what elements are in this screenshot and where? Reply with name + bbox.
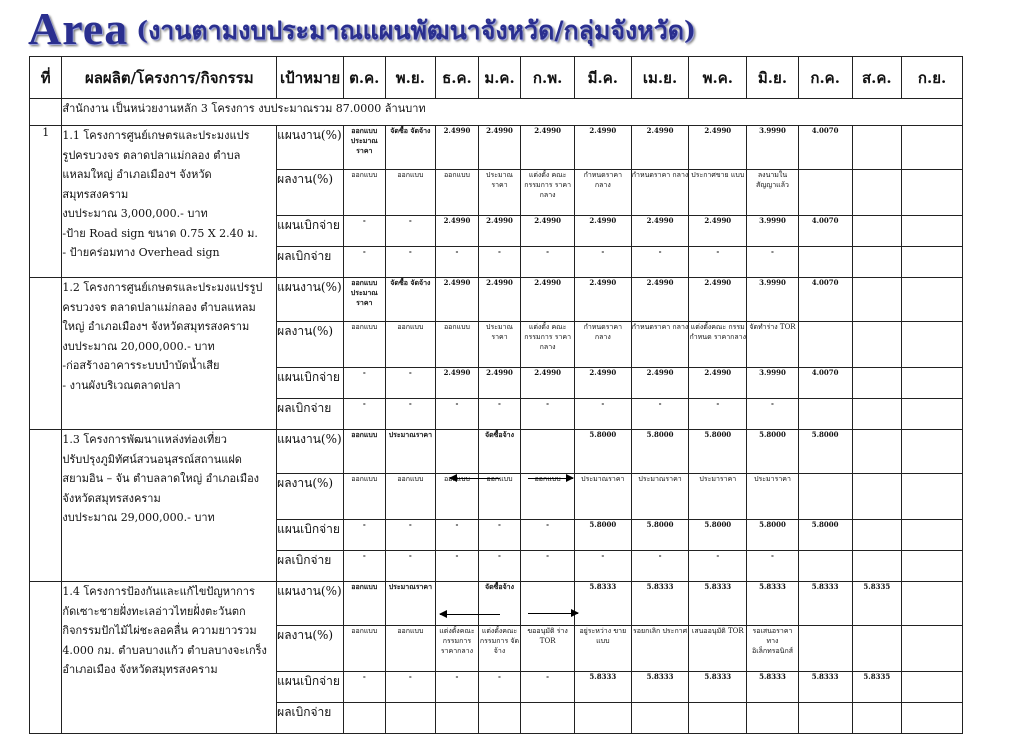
month-cell: 2.4990: [574, 368, 631, 399]
project-number: [30, 278, 62, 430]
month-cell: [478, 703, 521, 734]
month-cell: -: [747, 551, 799, 582]
header-cell: เม.ย.: [631, 57, 689, 99]
month-cell: จัดซื้อ จัดจ้าง: [385, 126, 436, 170]
month-cell: [852, 170, 902, 216]
month-cell: [902, 216, 963, 247]
project-number: [30, 430, 62, 582]
plan-table: [29, 56, 963, 734]
month-cell: จัดซื้อจ้าง: [478, 430, 521, 474]
month-cell: จัดทำร่าง TOR: [747, 322, 799, 368]
month-cell: 4.0070: [798, 278, 852, 322]
month-cell: 2.4990: [521, 368, 575, 399]
month-cell: -: [574, 551, 631, 582]
month-cell: จัดซื้อจ้าง: [478, 582, 521, 626]
month-cell: -: [689, 247, 747, 278]
month-cell: 5.8000: [798, 520, 852, 551]
month-cell: [852, 430, 902, 474]
month-cell: ออกแบบ: [478, 474, 521, 520]
month-cell: [798, 626, 852, 672]
month-cell: 5.8335: [852, 582, 902, 626]
month-cell: [902, 278, 963, 322]
month-cell: [852, 368, 902, 399]
month-cell: กำหนดราคา กลาง: [574, 322, 631, 368]
month-cell: -: [478, 672, 521, 703]
month-cell: [852, 399, 902, 430]
month-cell: 2.4990: [631, 216, 689, 247]
month-cell: 5.8333: [798, 672, 852, 703]
month-cell: [902, 551, 963, 582]
month-cell: [902, 322, 963, 368]
summary-row: [30, 99, 963, 126]
project-description: [62, 430, 277, 582]
indicator-label: ผลเบิกจ่าย: [277, 551, 344, 582]
month-cell: [798, 399, 852, 430]
month-cell: 5.8333: [747, 672, 799, 703]
month-cell: ประมาณราคา: [631, 474, 689, 520]
header-cell: ก.ย.: [902, 57, 963, 99]
month-cell: ขออนุมัติ ร่าง TOR: [521, 626, 575, 672]
month-cell: -: [385, 399, 436, 430]
month-cell: -: [344, 551, 386, 582]
month-cell: -: [631, 399, 689, 430]
month-cell: [852, 322, 902, 368]
month-cell: [902, 126, 963, 170]
month-cell: -: [574, 247, 631, 278]
month-cell: 2.4990: [689, 368, 747, 399]
month-cell: 2.4990: [521, 126, 575, 170]
table-row: [30, 582, 963, 626]
month-cell: 5.8333: [689, 582, 747, 626]
month-cell: -: [385, 672, 436, 703]
month-cell: [852, 216, 902, 247]
month-cell: 3.9990: [747, 368, 799, 399]
arrow-right: [528, 613, 578, 614]
month-cell: ออกแบบ: [344, 170, 386, 216]
month-cell: ประมาราคา: [689, 474, 747, 520]
month-cell: 3.9990: [747, 216, 799, 247]
month-cell: -: [478, 520, 521, 551]
month-cell: -: [521, 672, 575, 703]
month-cell: 2.4990: [478, 216, 521, 247]
month-cell: ประมาราคา: [747, 474, 799, 520]
header-cell: มี.ค.: [574, 57, 631, 99]
month-cell: 5.8000: [689, 430, 747, 474]
month-cell: 2.4990: [436, 368, 479, 399]
month-cell: อยู่ระหว่าง ขายแบบ: [574, 626, 631, 672]
month-cell: -: [436, 399, 479, 430]
header-cell: ผลผลิต/โครงการ/กิจกรรม: [62, 57, 277, 99]
month-cell: -: [521, 520, 575, 551]
month-cell: 5.8333: [747, 582, 799, 626]
month-cell: 2.4990: [631, 126, 689, 170]
month-cell: ออกแบบ: [436, 322, 479, 368]
month-cell: 5.8333: [574, 582, 631, 626]
month-cell: [902, 170, 963, 216]
month-cell: -: [385, 368, 436, 399]
month-cell: 5.8000: [574, 430, 631, 474]
header-cell: มิ.ย.: [747, 57, 799, 99]
month-cell: 5.8000: [747, 430, 799, 474]
month-cell: 5.8333: [798, 582, 852, 626]
arrow-left: [440, 614, 500, 615]
project-line: 1.4 โครงการป้องกันและแก้ไขปัญหาการ: [62, 585, 255, 598]
project-description: [62, 126, 277, 278]
month-cell: -: [436, 672, 479, 703]
project-line: รูปครบวงจร ตลาดปลาแม่กลอง ตำบล: [62, 148, 241, 162]
header-cell: ม.ค.: [478, 57, 521, 99]
month-cell: -: [574, 399, 631, 430]
indicator-label: ผลงาน(%): [277, 170, 344, 216]
month-cell: [852, 474, 902, 520]
project-number: 1: [30, 126, 62, 278]
project-line: สมุทรสงคราม: [62, 187, 129, 201]
month-cell: 2.4990: [689, 216, 747, 247]
month-cell: -: [385, 520, 436, 551]
arrow-left: [450, 478, 500, 479]
month-cell: กำหนดราคา กลาง: [631, 322, 689, 368]
project-line: ครบวงจร ตลาดปลาแม่กลอง ตำบลแหลม: [62, 300, 256, 314]
month-cell: [436, 430, 479, 474]
month-cell: 2.4990: [631, 368, 689, 399]
indicator-label: แผนงาน(%): [277, 126, 344, 170]
month-cell: 5.8333: [689, 672, 747, 703]
month-cell: ออกแบบ: [385, 626, 436, 672]
project-line: 1.3 โครงการพัฒนาแหล่งท่องเที่ยว: [62, 433, 227, 446]
month-cell: ประมาณ ราคา: [478, 170, 521, 216]
month-cell: 2.4990: [689, 278, 747, 322]
project-line: กัดเซาะชายฝั่งทะเลอ่าวไทยฝั่งตะวันตก: [62, 604, 246, 618]
month-cell: ออกแบบ: [521, 474, 575, 520]
month-cell: 2.4990: [521, 216, 575, 247]
month-cell: ออกแบบ ประมาณ ราคา: [344, 278, 386, 322]
month-cell: [852, 703, 902, 734]
page-title: [28, 2, 696, 52]
month-cell: ประกาศขาย แบบ: [689, 170, 747, 216]
month-cell: [521, 582, 575, 626]
month-cell: ออกแบบ: [344, 582, 386, 626]
indicator-label: แผนเบิกจ่าย: [277, 520, 344, 551]
month-cell: [436, 703, 479, 734]
month-cell: -: [521, 399, 575, 430]
indicator-label: ผลเบิกจ่าย: [277, 703, 344, 734]
month-cell: 5.8000: [631, 520, 689, 551]
month-cell: แต่งตั้งคณะ กรรมการ จัดจ้าง: [478, 626, 521, 672]
indicator-label: ผลงาน(%): [277, 322, 344, 368]
month-cell: [902, 430, 963, 474]
header-cell: เป้าหมาย: [277, 57, 344, 99]
month-cell: กำหนดราคา กลาง: [574, 170, 631, 216]
month-cell: [747, 703, 799, 734]
month-cell: -: [436, 247, 479, 278]
table-row: [30, 430, 963, 474]
month-cell: 5.8335: [852, 672, 902, 703]
month-cell: [902, 399, 963, 430]
header-cell: ที่: [30, 57, 62, 99]
month-cell: 4.0070: [798, 216, 852, 247]
month-cell: [852, 520, 902, 551]
indicator-label: ผลงาน(%): [277, 626, 344, 672]
month-cell: ประมาณราคา: [385, 582, 436, 626]
month-cell: [902, 582, 963, 626]
arrow-right: [528, 478, 573, 479]
title-main: Area: [28, 3, 129, 54]
month-cell: ออกแบบ: [385, 170, 436, 216]
month-cell: -: [521, 247, 575, 278]
month-cell: แต่งตั้ง คณะกรรมการ ราคากลาง: [521, 322, 575, 368]
month-cell: [521, 430, 575, 474]
month-cell: -: [747, 247, 799, 278]
month-cell: -: [344, 216, 386, 247]
project-line: อำเภอเมือง จังหวัดสมุทรสงคราม: [62, 663, 218, 676]
month-cell: -: [521, 551, 575, 582]
month-cell: 5.8000: [747, 520, 799, 551]
indicator-label: แผนเบิกจ่าย: [277, 216, 344, 247]
header-cell: พ.ย.: [385, 57, 436, 99]
project-number: [30, 582, 62, 734]
project-description: [62, 278, 277, 430]
table-row: [30, 126, 963, 170]
project-line: จังหวัดสมุทรสงคราม: [62, 491, 161, 505]
month-cell: ประมาณราคา: [385, 430, 436, 474]
month-cell: ออกแบบ: [436, 474, 479, 520]
project-line: 1.1 โครงการศูนย์เกษตรและประมงแปร: [62, 129, 250, 142]
month-cell: [344, 703, 386, 734]
month-cell: [798, 551, 852, 582]
month-cell: 2.4990: [478, 278, 521, 322]
month-cell: [852, 551, 902, 582]
month-cell: 2.4990: [478, 368, 521, 399]
month-cell: ออกแบบ: [344, 474, 386, 520]
month-cell: 5.8000: [689, 520, 747, 551]
month-cell: 2.4990: [436, 126, 479, 170]
month-cell: -: [631, 247, 689, 278]
month-cell: ลงนามใน สัญญาแล้ว: [747, 170, 799, 216]
project-line: -ก่อสร้างอาคารระบบบำบัดน้ำเสีย: [62, 359, 220, 372]
month-cell: [798, 247, 852, 278]
month-cell: 5.8000: [631, 430, 689, 474]
month-cell: [631, 703, 689, 734]
project-line: 1.2 โครงการศูนย์เกษตรและประมงแปรรูป: [62, 281, 263, 294]
month-cell: [798, 474, 852, 520]
month-cell: [798, 170, 852, 216]
month-cell: ออกแบบ: [344, 626, 386, 672]
project-line: งบประมาณ 20,000,000.- บาท: [62, 339, 215, 353]
month-cell: [521, 703, 575, 734]
month-cell: 4.0070: [798, 126, 852, 170]
month-cell: -: [385, 216, 436, 247]
month-cell: ประมาณ ราคา: [478, 322, 521, 368]
month-cell: 4.0070: [798, 368, 852, 399]
month-cell: -: [344, 672, 386, 703]
month-cell: รอยกเลิก ประกาศ: [631, 626, 689, 672]
month-cell: แต่งตั้งคณะ กรรมกำหนด ราคากลาง: [689, 322, 747, 368]
month-cell: -: [631, 551, 689, 582]
month-cell: 2.4990: [574, 126, 631, 170]
project-line: งบประมาณ 3,000,000.- บาท: [62, 207, 208, 220]
month-cell: รอเสนอราคา ทาง อิเล็กทรอนิกส์: [747, 626, 799, 672]
indicator-label: ผลเบิกจ่าย: [277, 247, 344, 278]
month-cell: กำหนดราคา กลาง: [631, 170, 689, 216]
indicator-label: แผนงาน(%): [277, 582, 344, 626]
month-cell: [385, 703, 436, 734]
project-line: งบประมาณ 29,000,000.- บาท: [62, 511, 215, 524]
month-cell: -: [344, 399, 386, 430]
month-cell: 3.9990: [747, 278, 799, 322]
month-cell: [902, 247, 963, 278]
month-cell: -: [478, 399, 521, 430]
header-cell: พ.ค.: [689, 57, 747, 99]
month-cell: [902, 672, 963, 703]
month-cell: -: [689, 551, 747, 582]
month-cell: [852, 626, 902, 672]
project-line: - งานผังบริเวณตลาดปลา: [62, 378, 181, 392]
month-cell: [852, 126, 902, 170]
month-cell: -: [344, 368, 386, 399]
month-cell: -: [344, 247, 386, 278]
month-cell: 2.4990: [478, 126, 521, 170]
month-cell: [798, 322, 852, 368]
month-cell: ประมาณราคา: [574, 474, 631, 520]
project-line: กิจกรรมปักไม้ไผ่ชะลอคลื่น ความยาวรวม: [62, 624, 257, 637]
month-cell: ออกแบบ: [436, 170, 479, 216]
project-line: ใหญ่ อำเภอเมืองฯ จังหวัดสมุทรสงคราม: [62, 320, 250, 333]
month-cell: 5.8000: [798, 430, 852, 474]
project-line: 4.000 กม. ตำบลบางแก้ว ตำบลบางจะเกร็ง: [62, 643, 267, 657]
month-cell: [902, 520, 963, 551]
month-cell: 3.9990: [747, 126, 799, 170]
month-cell: -: [385, 247, 436, 278]
month-cell: [436, 582, 479, 626]
month-cell: ออกแบบ ประมาณ ราคา: [344, 126, 386, 170]
month-cell: -: [478, 247, 521, 278]
month-cell: ออกแบบ: [344, 430, 386, 474]
header-cell: ต.ค.: [344, 57, 386, 99]
header-cell: ธ.ค.: [436, 57, 479, 99]
project-line: แหลมใหญ่ อำเภอเมืองฯ จังหวัด: [62, 168, 212, 181]
month-cell: 2.4990: [689, 126, 747, 170]
project-line: ปรับปรุงภูมิทัศน์สวนอนุสรณ์สถานแฝด: [62, 452, 242, 466]
month-cell: [902, 703, 963, 734]
month-cell: ออกแบบ: [385, 322, 436, 368]
month-cell: จัดซื้อ จัดจ้าง: [385, 278, 436, 322]
month-cell: 5.8000: [574, 520, 631, 551]
month-cell: [902, 474, 963, 520]
month-cell: [574, 703, 631, 734]
header-row: [30, 57, 963, 99]
month-cell: -: [747, 399, 799, 430]
month-cell: [852, 278, 902, 322]
indicator-label: แผนงาน(%): [277, 430, 344, 474]
month-cell: 5.8333: [631, 672, 689, 703]
month-cell: -: [344, 520, 386, 551]
month-cell: [902, 626, 963, 672]
month-cell: [902, 368, 963, 399]
header-cell: ก.ค.: [798, 57, 852, 99]
month-cell: แต่งตั้ง คณะกรรมการ ราคากลาง: [521, 170, 575, 216]
project-description: [62, 582, 277, 734]
indicator-label: ผลเบิกจ่าย: [277, 399, 344, 430]
header-cell: ก.พ.: [521, 57, 575, 99]
month-cell: -: [689, 399, 747, 430]
project-line: -ป้าย Road sign ขนาด 0.75 X 2.40 ม.: [62, 226, 258, 240]
summary-text: สำนักงาน เป็นหน่วยงานหลัก 3 โครงการ งบประมาณรวม 87.0000 ล้านบาท: [62, 99, 963, 126]
month-cell: ออกแบบ: [344, 322, 386, 368]
month-cell: 2.4990: [436, 278, 479, 322]
month-cell: -: [436, 551, 479, 582]
indicator-label: แผนเบิกจ่าย: [277, 368, 344, 399]
indicator-label: แผนเบิกจ่าย: [277, 672, 344, 703]
month-cell: เสนออนุมัติ TOR: [689, 626, 747, 672]
table-row: [30, 278, 963, 322]
indicator-label: ผลงาน(%): [277, 474, 344, 520]
month-cell: 2.4990: [521, 278, 575, 322]
month-cell: [689, 703, 747, 734]
month-cell: 2.4990: [574, 278, 631, 322]
month-cell: 2.4990: [574, 216, 631, 247]
month-cell: -: [436, 520, 479, 551]
month-cell: แต่งตั้งคณะ กรรมการ ราคากลาง: [436, 626, 479, 672]
month-cell: 2.4990: [436, 216, 479, 247]
indicator-label: แผนงาน(%): [277, 278, 344, 322]
month-cell: -: [478, 551, 521, 582]
month-cell: 2.4990: [631, 278, 689, 322]
month-cell: 5.8333: [631, 582, 689, 626]
project-line: - ป้ายคร่อมทาง Overhead sign: [62, 246, 220, 259]
month-cell: [852, 247, 902, 278]
month-cell: ออกแบบ: [385, 474, 436, 520]
title-subtitle: (งานตามงบประมาณแผนพัฒนาจังหวัด/กลุ่มจังหวัด): [136, 16, 696, 45]
header-cell: ส.ค.: [852, 57, 902, 99]
month-cell: [798, 703, 852, 734]
month-cell: -: [385, 551, 436, 582]
month-cell: 5.8333: [574, 672, 631, 703]
project-line: สยามอิน – จัน ตำบลลาดใหญ่ อำเภอเมือง: [62, 472, 260, 485]
